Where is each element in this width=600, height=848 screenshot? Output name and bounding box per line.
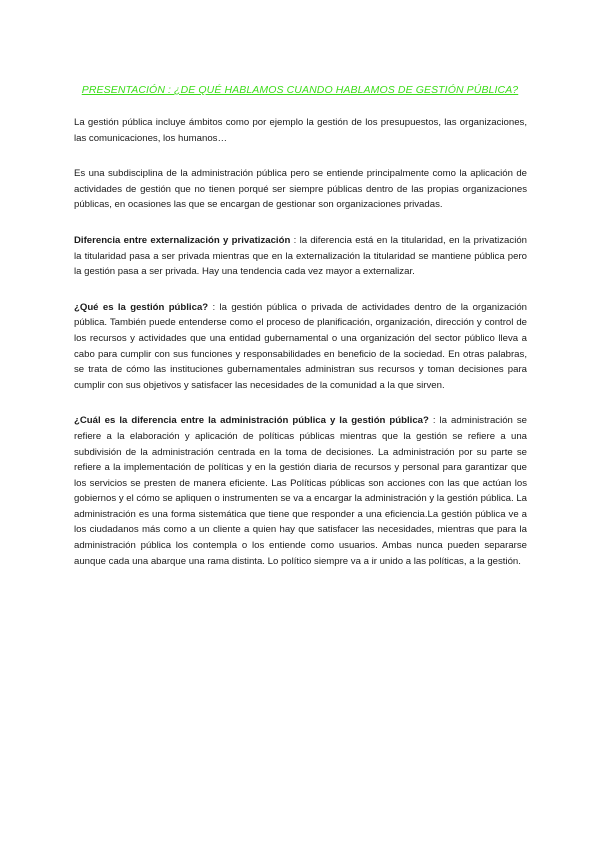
paragraph-subdisciplina (74, 166, 527, 213)
paragraph-lead: Diferencia entre externalización y privatización (74, 234, 291, 246)
paragraph-lead: ¿Qué es la gestión pública? (74, 301, 209, 313)
paragraph-que-es-gestion-publica (74, 300, 527, 394)
document-body (74, 115, 527, 589)
paragraph-text: : la gestión pública o privada de actividades dentro de la organización pública. También puede entenderse como el proceso de planificación, organización, dirección y control de los recursos y actividades que una entidad gubernamental o una organización del sector público lleva a cabo para cumplir con sus funciones y responsabilidades en beneficio de la sociedad. En otras palabras, se trata de cómo las instituciones gubernamentales administran sus recursos y toman decisiones para cumplir con sus objetivos y satisfacer las necesidades de la comunidad a la que sirven. (74, 301, 527, 391)
paragraph-text: Es una subdisciplina de la administración pública pero se entiende principalmente como la aplicación de actividades de gestión que no tienen porqué ser siempre públicas dentro de las propias organizaciones públicas, en ocasiones las que se encargan de gestionar son organizaciones privadas. (74, 168, 527, 211)
paragraph-externalizacion-privatizacion (74, 233, 527, 280)
paragraph-text: : la administración se refiere a la elaboración y aplicación de políticas públicas mientras que la gestión se refiere a una subdivisión de la administración centrada en la toma de decisiones. La administración por su parte se refiere a la implementación de políticas y en la gestión diaria de recursos y personal para garantizar que los servicios se presten de manera eficiente. Las Políticas públicas son acciones con las que actúan los gobiernos y el cómo se apliquen o instrumenten se va a encargar la administración y la gestión pública. La administración es una forma sistemática que tiene que responder a una eficiencia.La gestión pública ve a los ciudadanos más como a un cliente a quien hay que satisfacer las necesidades, mientras que para la administración pública los contempla o los entiende como usuarios. Ambas nunca pueden separarse aunque cada una abarque una rama distinta. Lo político siempre va a ir unido a las políticas, a la gestión. (74, 415, 528, 567)
paragraph-diferencia-administracion-gestion (74, 413, 527, 569)
paragraph-text: : la diferencia está en la titularidad, en la privatización la titularidad pasa a ser privada mientras que en la externalización la titularidad se mantiene pública pero la gestión pasa a ser privada. Hay una tendencia cada vez mayor a externalizar. (74, 234, 527, 278)
paragraph-lead: ¿Cuál es la diferencia entre la administración pública y la gestión pública? (74, 415, 429, 427)
paragraph-gestion-publica-ambitos (74, 115, 527, 146)
paragraph-text: La gestión pública incluye ámbitos como por ejemplo la gestión de los presupuestos, las organizaciones, las comunicaciones, los humanos… (74, 117, 527, 144)
document-title: PRESENTACIÓN : ¿DE QUÉ HABLAMOS CUANDO HABLAMOS DE GESTIÓN PÚBLICA? (81, 84, 519, 96)
